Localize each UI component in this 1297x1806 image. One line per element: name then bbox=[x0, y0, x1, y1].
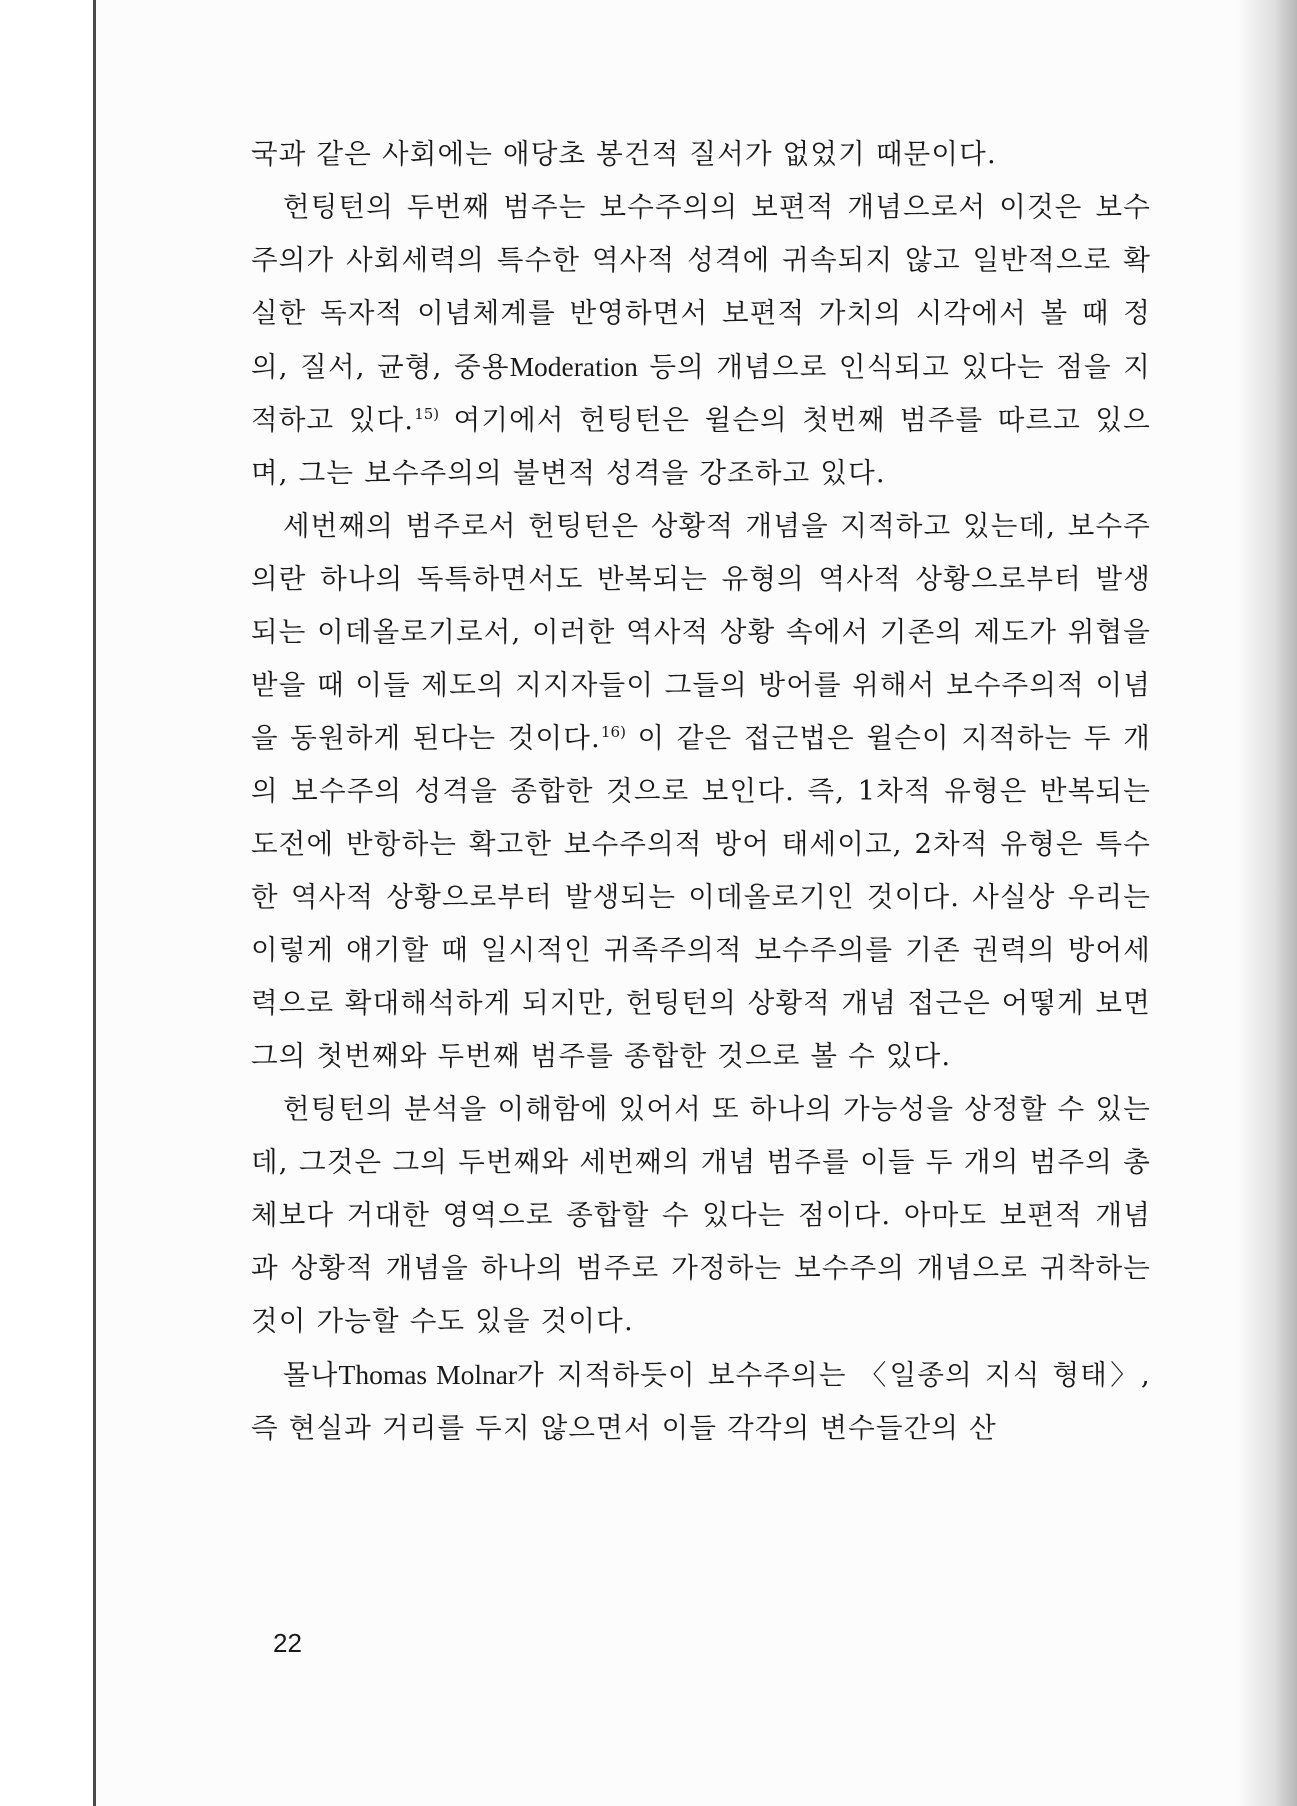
paragraph-5 bbox=[251, 1348, 1151, 1455]
paragraph-4 bbox=[251, 1083, 1151, 1348]
page-number: 22 bbox=[273, 1628, 302, 1658]
footnote-marker-16: 16) bbox=[601, 722, 626, 741]
book-page bbox=[93, 0, 1273, 1806]
paragraph-2 bbox=[251, 181, 1151, 500]
paragraph-3 bbox=[251, 500, 1151, 1083]
term-moderation: Moderation bbox=[509, 351, 638, 382]
paragraph-1-text: 국과 같은 사회에는 애당초 봉건적 질서가 없었기 때문이다. bbox=[251, 138, 997, 170]
paragraph-2-segment: 여기에서 헌팅턴은 윌슨의 첫번째 범주를 따르고 있으며, 그는 보수주의의 불변적 성격을 강조하고 있다. bbox=[251, 404, 1151, 489]
paragraph-1 bbox=[251, 128, 1151, 181]
paragraph-2-segment: 헌팅턴의 두번째 범주는 보수주의의 보편적 개념으로서 이것은 보수주의가 사회세력의 특수한 역사적 성격에 귀속되지 않고 일반적으로 확실한 독자적 이념체계를 반영하면서 보편적 가치의 시각에서 볼 때 정의, 질서, 균형, 중용 bbox=[251, 191, 1151, 383]
page-edge-shadow bbox=[1237, 0, 1297, 1806]
name-thomas-molnar: Thomas Molnar bbox=[338, 1359, 518, 1390]
paragraph-5-segment: 가 지적하듯이 보수주의는 〈일종의 지식 형태〉, 즉 현실과 거리를 두지 않으면서 이들 각각의 변수들간의 산 bbox=[251, 1359, 1151, 1444]
paragraph-2-segment: 등의 개념으로 인식되고 있다는 점을 지적하고 있다. bbox=[251, 351, 1151, 436]
footnote-marker-15: 15) bbox=[414, 404, 440, 423]
paragraph-3-segment: 세번째의 범주로서 헌팅턴은 상황적 개념을 지적하고 있는데, 보수주의란 하나의 독특하면서도 반복되는 유형의 역사적 상황으로부터 발생되는 이데올로기로서, 이러한 역사적 상황 속에서 기존의 제도가 위협을 받을 때 이들 제도의 지지자들이 그들의 방어를 위해서 보수주의적 이념을 동원하게 된다는 것이다. bbox=[251, 510, 1151, 754]
paragraph-4-text: 헌팅턴의 분석을 이해함에 있어서 또 하나의 가능성을 상정할 수 있는데, 그것은 그의 두번째와 세번째의 개념 범주를 이들 두 개의 범주의 총체보다 거대한 영역으로 종합할 수 있다는 점이다. 아마도 보편적 개념과 상황적 개념을 하나의 범주로 가정하는 보수주의 개념으로 귀착하는 것이 가능할 수도 있을 것이다. bbox=[251, 1093, 1151, 1337]
paragraph-5-segment: 몰나 bbox=[283, 1359, 339, 1391]
page-body bbox=[251, 128, 1151, 1455]
paragraph-3-segment: 이 같은 접근법은 윌슨이 지적하는 두 개의 보수주의 성격을 종합한 것으로 보인다. 즉, 1차적 유형은 반복되는 도전에 반항하는 확고한 보수주의적 방어 태세이고, 2차적 유형은 특수한 역사적 상황으로부터 발생되는 이데올로기인 것이다. 사실상 우리는 이렇게 얘기할 때 일시적인 귀족주의적 보수주의를 기존 권력의 방어세력으로 확대해석하게 되지만, 헌팅턴의 상황적 개념 접근은 어떻게 보면 그의 첫번째와 두번째 범주를 종합한 것으로 볼 수 있다. bbox=[251, 722, 1151, 1072]
